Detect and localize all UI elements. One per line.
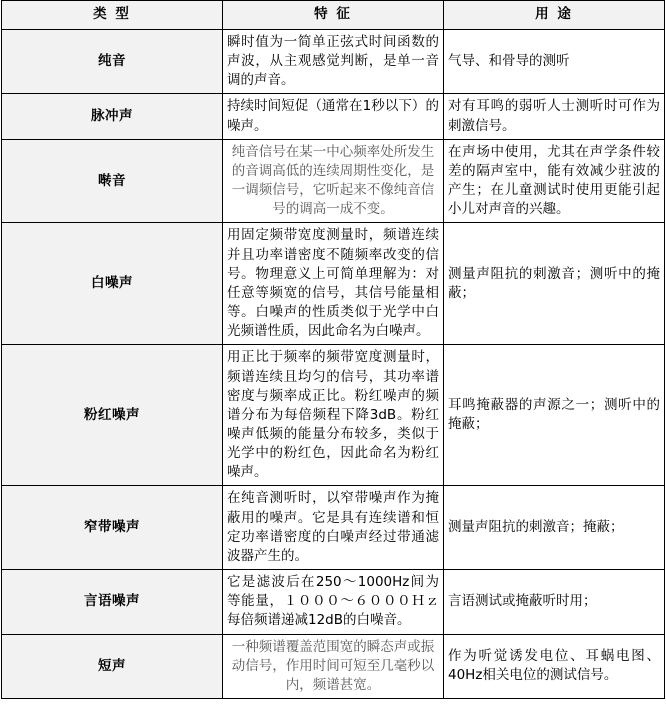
- cell-feature: 瞬时值为一简单正弦式时间函数的声波，从主观感觉判断，是单一音调的声音。: [223, 30, 444, 94]
- audio-signal-table: [1, 0, 665, 699]
- table-row: [2, 634, 665, 698]
- cell-use: 言语测试或掩蔽听时用；: [444, 570, 665, 634]
- cell-use: 测量声阻抗的刺激音；测听中的掩蔽；: [444, 223, 665, 345]
- column-header-type: 类 型: [2, 1, 223, 30]
- cell-use: 对有耳鸣的弱听人士测听时可作为刺激信号。: [444, 94, 665, 139]
- cell-type: 短声: [2, 634, 223, 698]
- table-row: [2, 139, 665, 223]
- cell-type: 言语噪声: [2, 570, 223, 634]
- cell-type: 窄带噪声: [2, 486, 223, 570]
- table-row: [2, 345, 665, 486]
- column-header-feature: 特 征: [223, 1, 444, 30]
- cell-feature: 持续时间短促（通常在1秒以下）的噪声。: [223, 94, 444, 139]
- cell-type: 脉冲声: [2, 94, 223, 139]
- cell-feature: 一种频谱覆盖范围宽的瞬态声或振动信号，作用时间可短至几毫秒以内，频谱甚宽。: [223, 634, 444, 698]
- table-row: [2, 94, 665, 139]
- cell-type: 纯音: [2, 30, 223, 94]
- cell-feature: 纯音信号在某一中心频率处所发生的音调高低的连续周期性变化，是一调频信号，它听起来不像纯音信号的调高一成不变。: [223, 139, 444, 223]
- cell-use: 气导、和骨导的测听: [444, 30, 665, 94]
- cell-use: 耳鸣掩蔽器的声源之一；测听中的掩蔽；: [444, 345, 665, 486]
- cell-use: 作为听觉诱发电位、耳蜗电图、40Hz相关电位的测试信号。: [444, 634, 665, 698]
- table-body: [2, 30, 665, 699]
- cell-use: 测量声阻抗的刺激音；掩蔽；: [444, 486, 665, 570]
- table-header: [2, 1, 665, 30]
- table-row: [2, 486, 665, 570]
- column-header-use: 用 途: [444, 1, 665, 30]
- table-row: [2, 30, 665, 94]
- table-row: [2, 223, 665, 345]
- cell-type: 粉红噪声: [2, 345, 223, 486]
- cell-feature: 在纯音测听时，以窄带噪声作为掩蔽用的噪声。它是具有连续谱和恒定功率谱密度的白噪声经过带通滤波器产生的。: [223, 486, 444, 570]
- cell-feature: 它是滤波后在250～1000Hz间为等能量，１０００～６０００Ｈｚ每倍频谱递减12dB的白噪音。: [223, 570, 444, 634]
- cell-type: 白噪声: [2, 223, 223, 345]
- cell-feature: 用正比于频率的频带宽度测量时，频谱连续且均匀的信号，其功率谱密度与频率成正比。粉红噪声的频谱分布为每倍频程下降3dB。粉红噪声低频的能量分布较多，类似于光学中的粉红色，因此命名为粉红噪声。: [223, 345, 444, 486]
- cell-type: 啭音: [2, 139, 223, 223]
- table-row: [2, 570, 665, 634]
- cell-use: 在声场中使用，尤其在声学条件较差的隔声室中，能有效减少驻波的产生；在儿童测试时使用更能引起小儿对声音的兴趣。: [444, 139, 665, 223]
- cell-feature: 用固定频带宽度测量时，频谱连续并且功率谱密度不随频率改变的信号。物理意义上可简单理解为：对任意等频宽的信号，其信号能量相等。白噪声的性质类似于光学中白光频谱性质，因此命名为白噪声。: [223, 223, 444, 345]
- table-header-row: [2, 1, 665, 30]
